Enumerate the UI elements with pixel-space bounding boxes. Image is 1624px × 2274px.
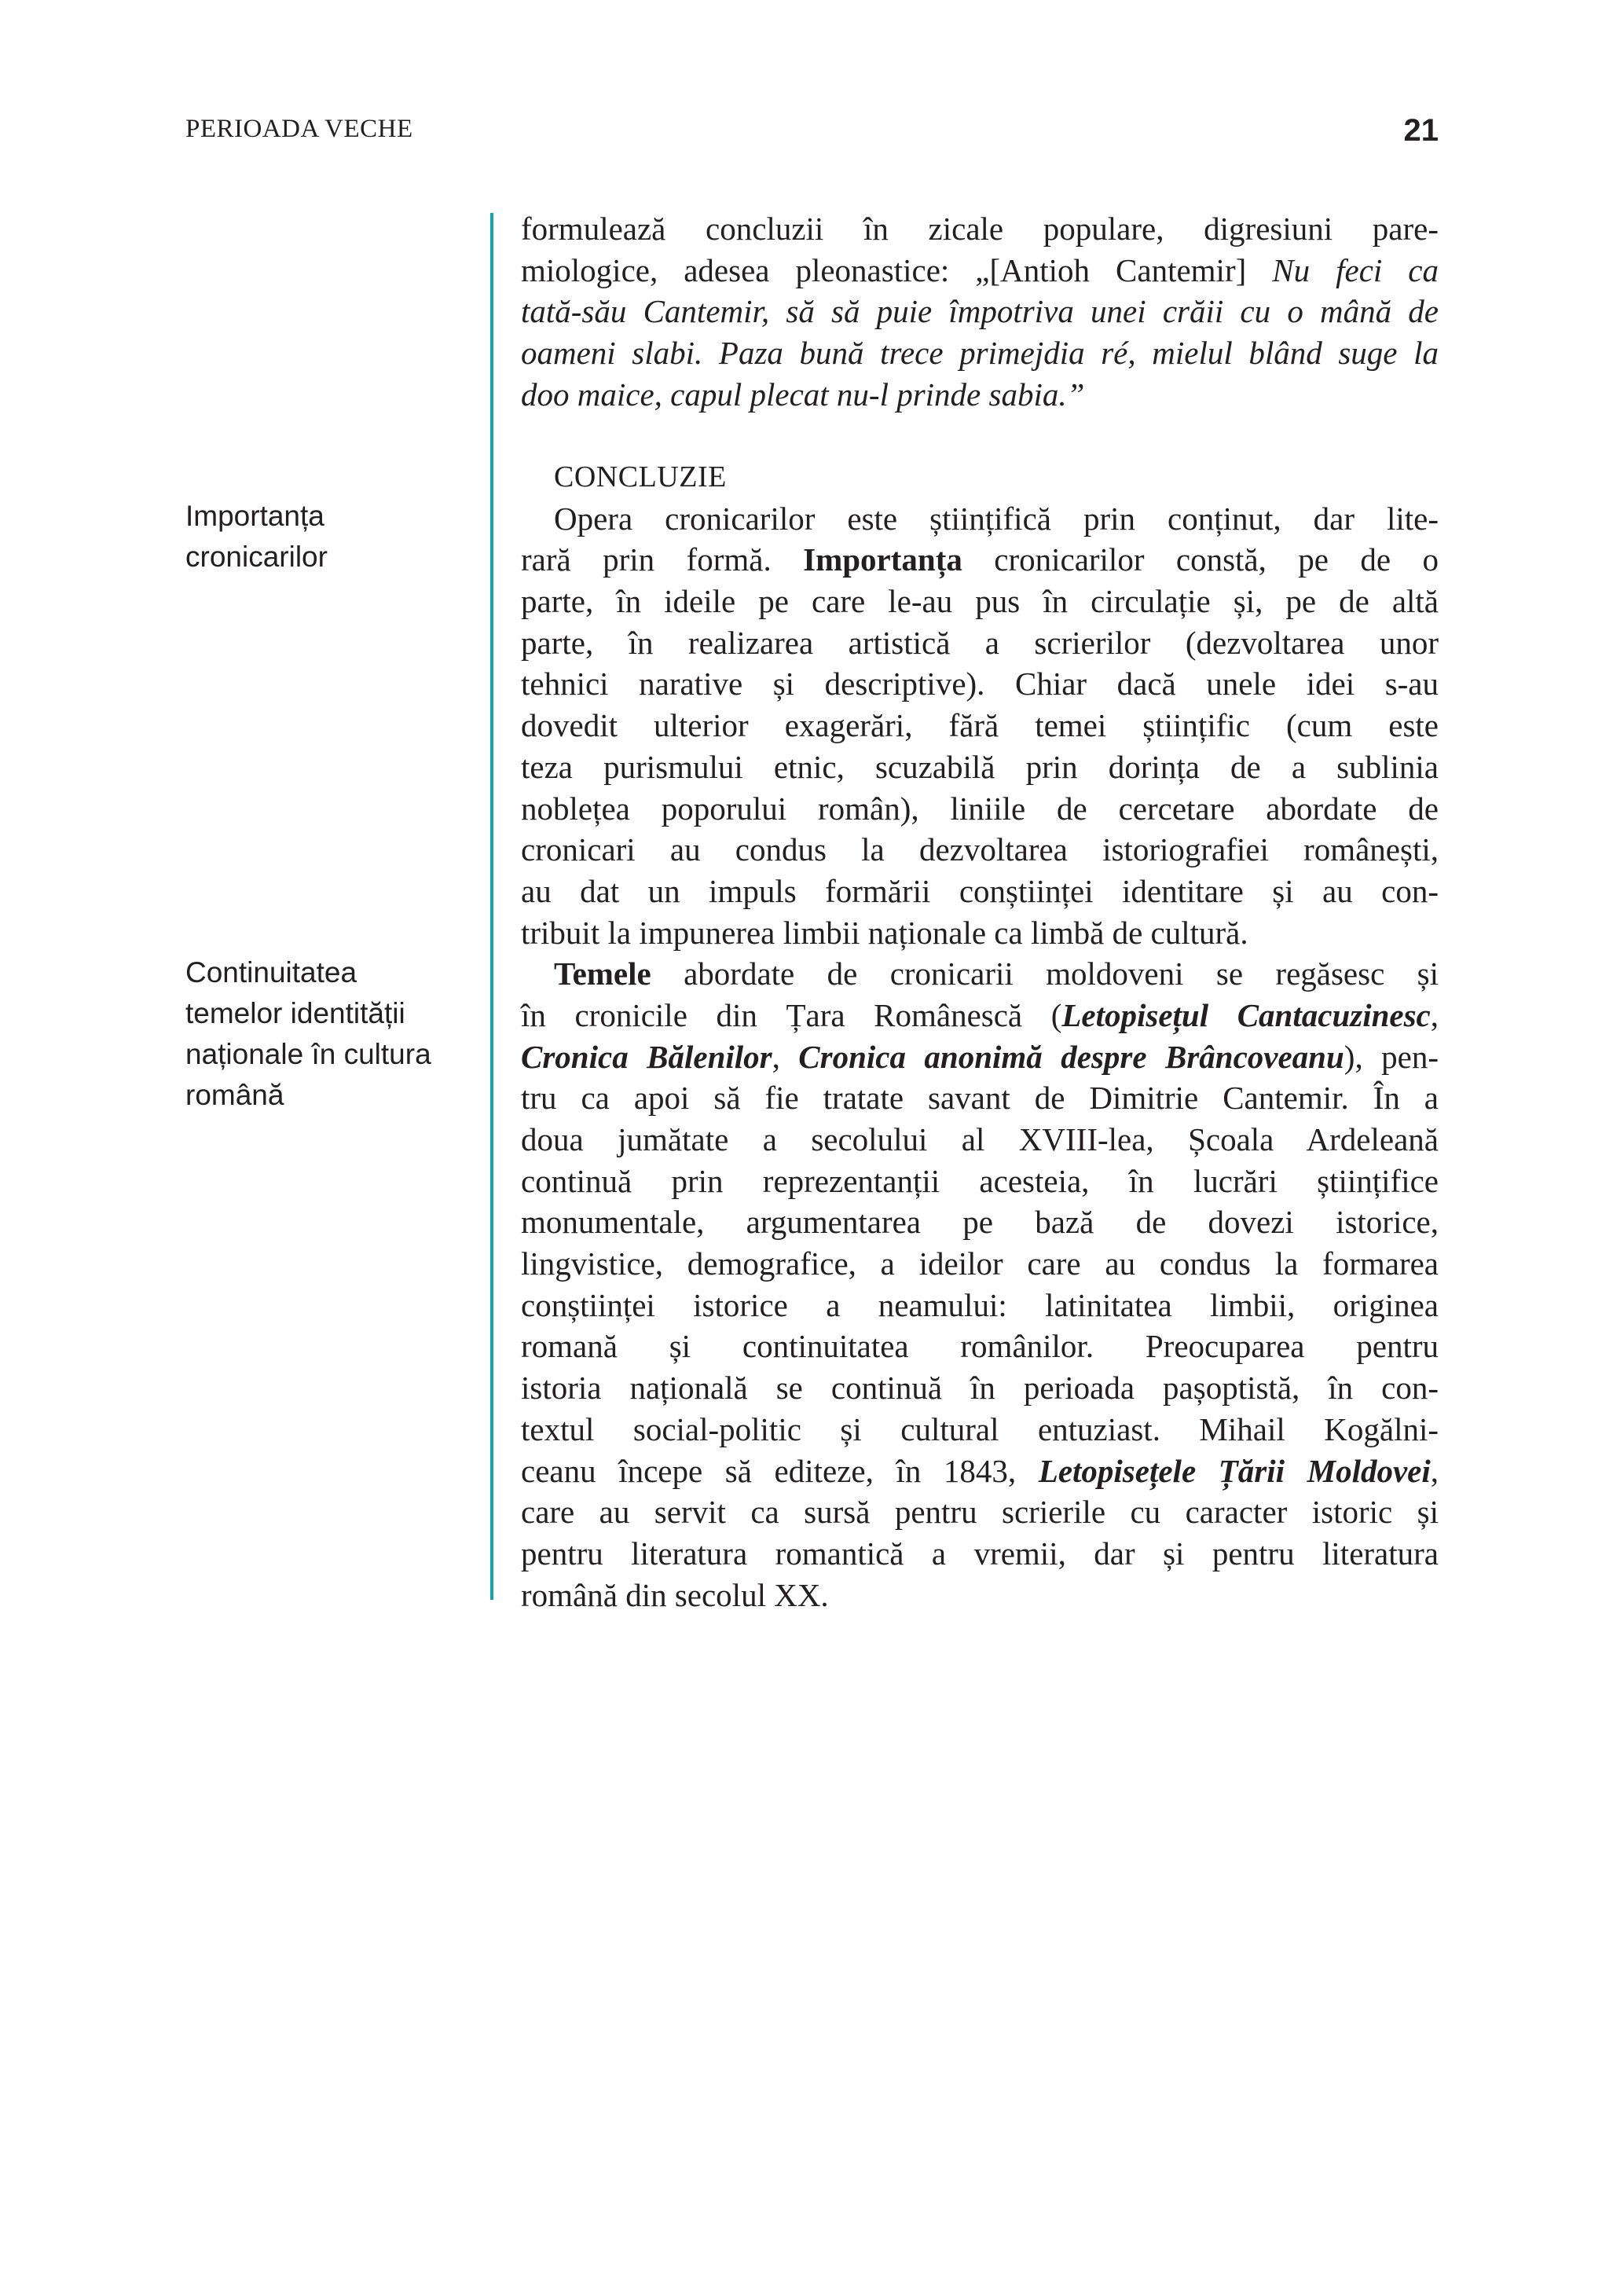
conclusion-section — [521, 457, 1439, 1616]
text-line: Temele abordate de cronicarii moldoveni se regăsesc și — [554, 955, 1439, 992]
text-line: dovedit ulterior exagerări, fără temei științific (cum este — [521, 707, 1439, 744]
text-line: noblețea poporului român), liniile de cercetare abordate de — [521, 790, 1439, 827]
text-line: Cronica Bălenilor, Cronica anonimă despre Brâncoveanu), pen- — [521, 1038, 1439, 1075]
intro-quote-paragraph — [521, 208, 1439, 415]
text-line: textul social-politic și cultural entuziast. Mihail Kogălni- — [521, 1410, 1439, 1447]
text-line: în cronicile din Țara Românescă (Letopisețul Cantacuzinesc, — [521, 996, 1439, 1033]
text-line: care au servit ca sursă pentru scrierile cu caracter istoric și — [521, 1494, 1439, 1531]
page-number: 21 — [1403, 113, 1439, 148]
text-line: tată-său Cantemir, să să puie împotriva unei crăii cu o mână de — [521, 293, 1439, 330]
text-line: doua jumătate a secolului al XVIII-lea, Școala Ardeleană — [521, 1121, 1439, 1157]
margin-note-line: temelor identității — [185, 997, 405, 1029]
margin-note-importance — [185, 496, 476, 578]
text-line: lingvistice, demografice, a ideilor care au condus la formarea — [521, 1245, 1439, 1282]
text-line: istoria națională se continuă în perioada pașoptistă, în con- — [521, 1370, 1439, 1407]
text-line: au dat un impuls formării conștiinței identitare și au con- — [521, 872, 1439, 909]
margin-note-continuity — [185, 952, 476, 1116]
text-line: tehnici narative și descriptive). Chiar dacă unele idei s-au — [521, 666, 1439, 702]
text-line: parte, în realizarea artistică a scrierilor (dezvoltarea unor — [521, 624, 1439, 661]
text-line: monumentale, argumentarea pe bază de dovezi istorice, — [521, 1204, 1439, 1241]
text-line: parte, în ideile pe care le-au pus în circulație și, pe de altă — [521, 583, 1439, 620]
text-line: rară prin formă. Importanța cronicarilor constă, pe de o — [521, 541, 1439, 578]
text-line: cronicari au condus la dezvoltarea istoriografiei românești, — [521, 831, 1439, 868]
margin-note-line: Importanța — [185, 500, 324, 532]
running-head: PERIOADA VECHE — [185, 115, 413, 143]
text-line: pentru literatura romantică a vremii, dar și pentru literatura — [521, 1535, 1439, 1572]
margin-note-line: cronicarilor — [185, 541, 328, 573]
text-line: doo maice, capul plecat nu-l prinde sabia.” — [521, 376, 1085, 413]
text-line: oameni slabi. Paza bună trece primejdia ré, mielul blând suge la — [521, 335, 1439, 372]
accent-rule — [490, 213, 493, 1600]
text-line: ceanu începe să editeze, în 1843, Letopisețele Țării Moldovei, — [521, 1452, 1439, 1489]
work-title: Cronica anonimă despre Brâncoveanu — [798, 1038, 1344, 1075]
margin-note-line: naționale în cultura — [185, 1038, 431, 1070]
work-title: Cronica Bălenilor — [521, 1038, 772, 1075]
text-line: tribuit la impunerea limbii naționale ca limbă de cultură. — [521, 914, 1248, 951]
text-line: Opera cronicarilor este științifică prin conținut, dar lite- — [554, 500, 1439, 537]
text-line: conștiinței istorice a neamului: latinitatea limbii, originea — [521, 1286, 1439, 1323]
keyword: Importanța — [803, 541, 962, 578]
text-line: română din secolul XX. — [521, 1576, 829, 1613]
work-title: Letopisețele Țării Moldovei — [1038, 1452, 1431, 1489]
text-line: teza purismului etnic, scuzabilă prin dorința de a sublinia — [521, 748, 1439, 785]
text-line: tru ca apoi să fie tratate savant de Dimitrie Cantemir. În a — [521, 1080, 1439, 1117]
work-title: Letopisețul Cantacuzinesc — [1061, 996, 1431, 1033]
text-line: formulează concluzii în zicale populare, digresiuni pare- — [521, 211, 1439, 247]
text-line: romană și continuitatea românilor. Preocuparea pentru — [521, 1328, 1439, 1365]
text-line: miologice, adesea pleonastice: „[Antioh Cantemir] Nu feci ca — [521, 251, 1439, 288]
margin-note-line: română — [185, 1079, 284, 1111]
keyword: Temele — [554, 955, 651, 992]
text-line: continuă prin reprezentanții acesteia, în lucrări științifice — [521, 1162, 1439, 1199]
section-heading: CONCLUZIE — [554, 460, 727, 493]
margin-note-line: Continuitatea — [185, 956, 357, 988]
